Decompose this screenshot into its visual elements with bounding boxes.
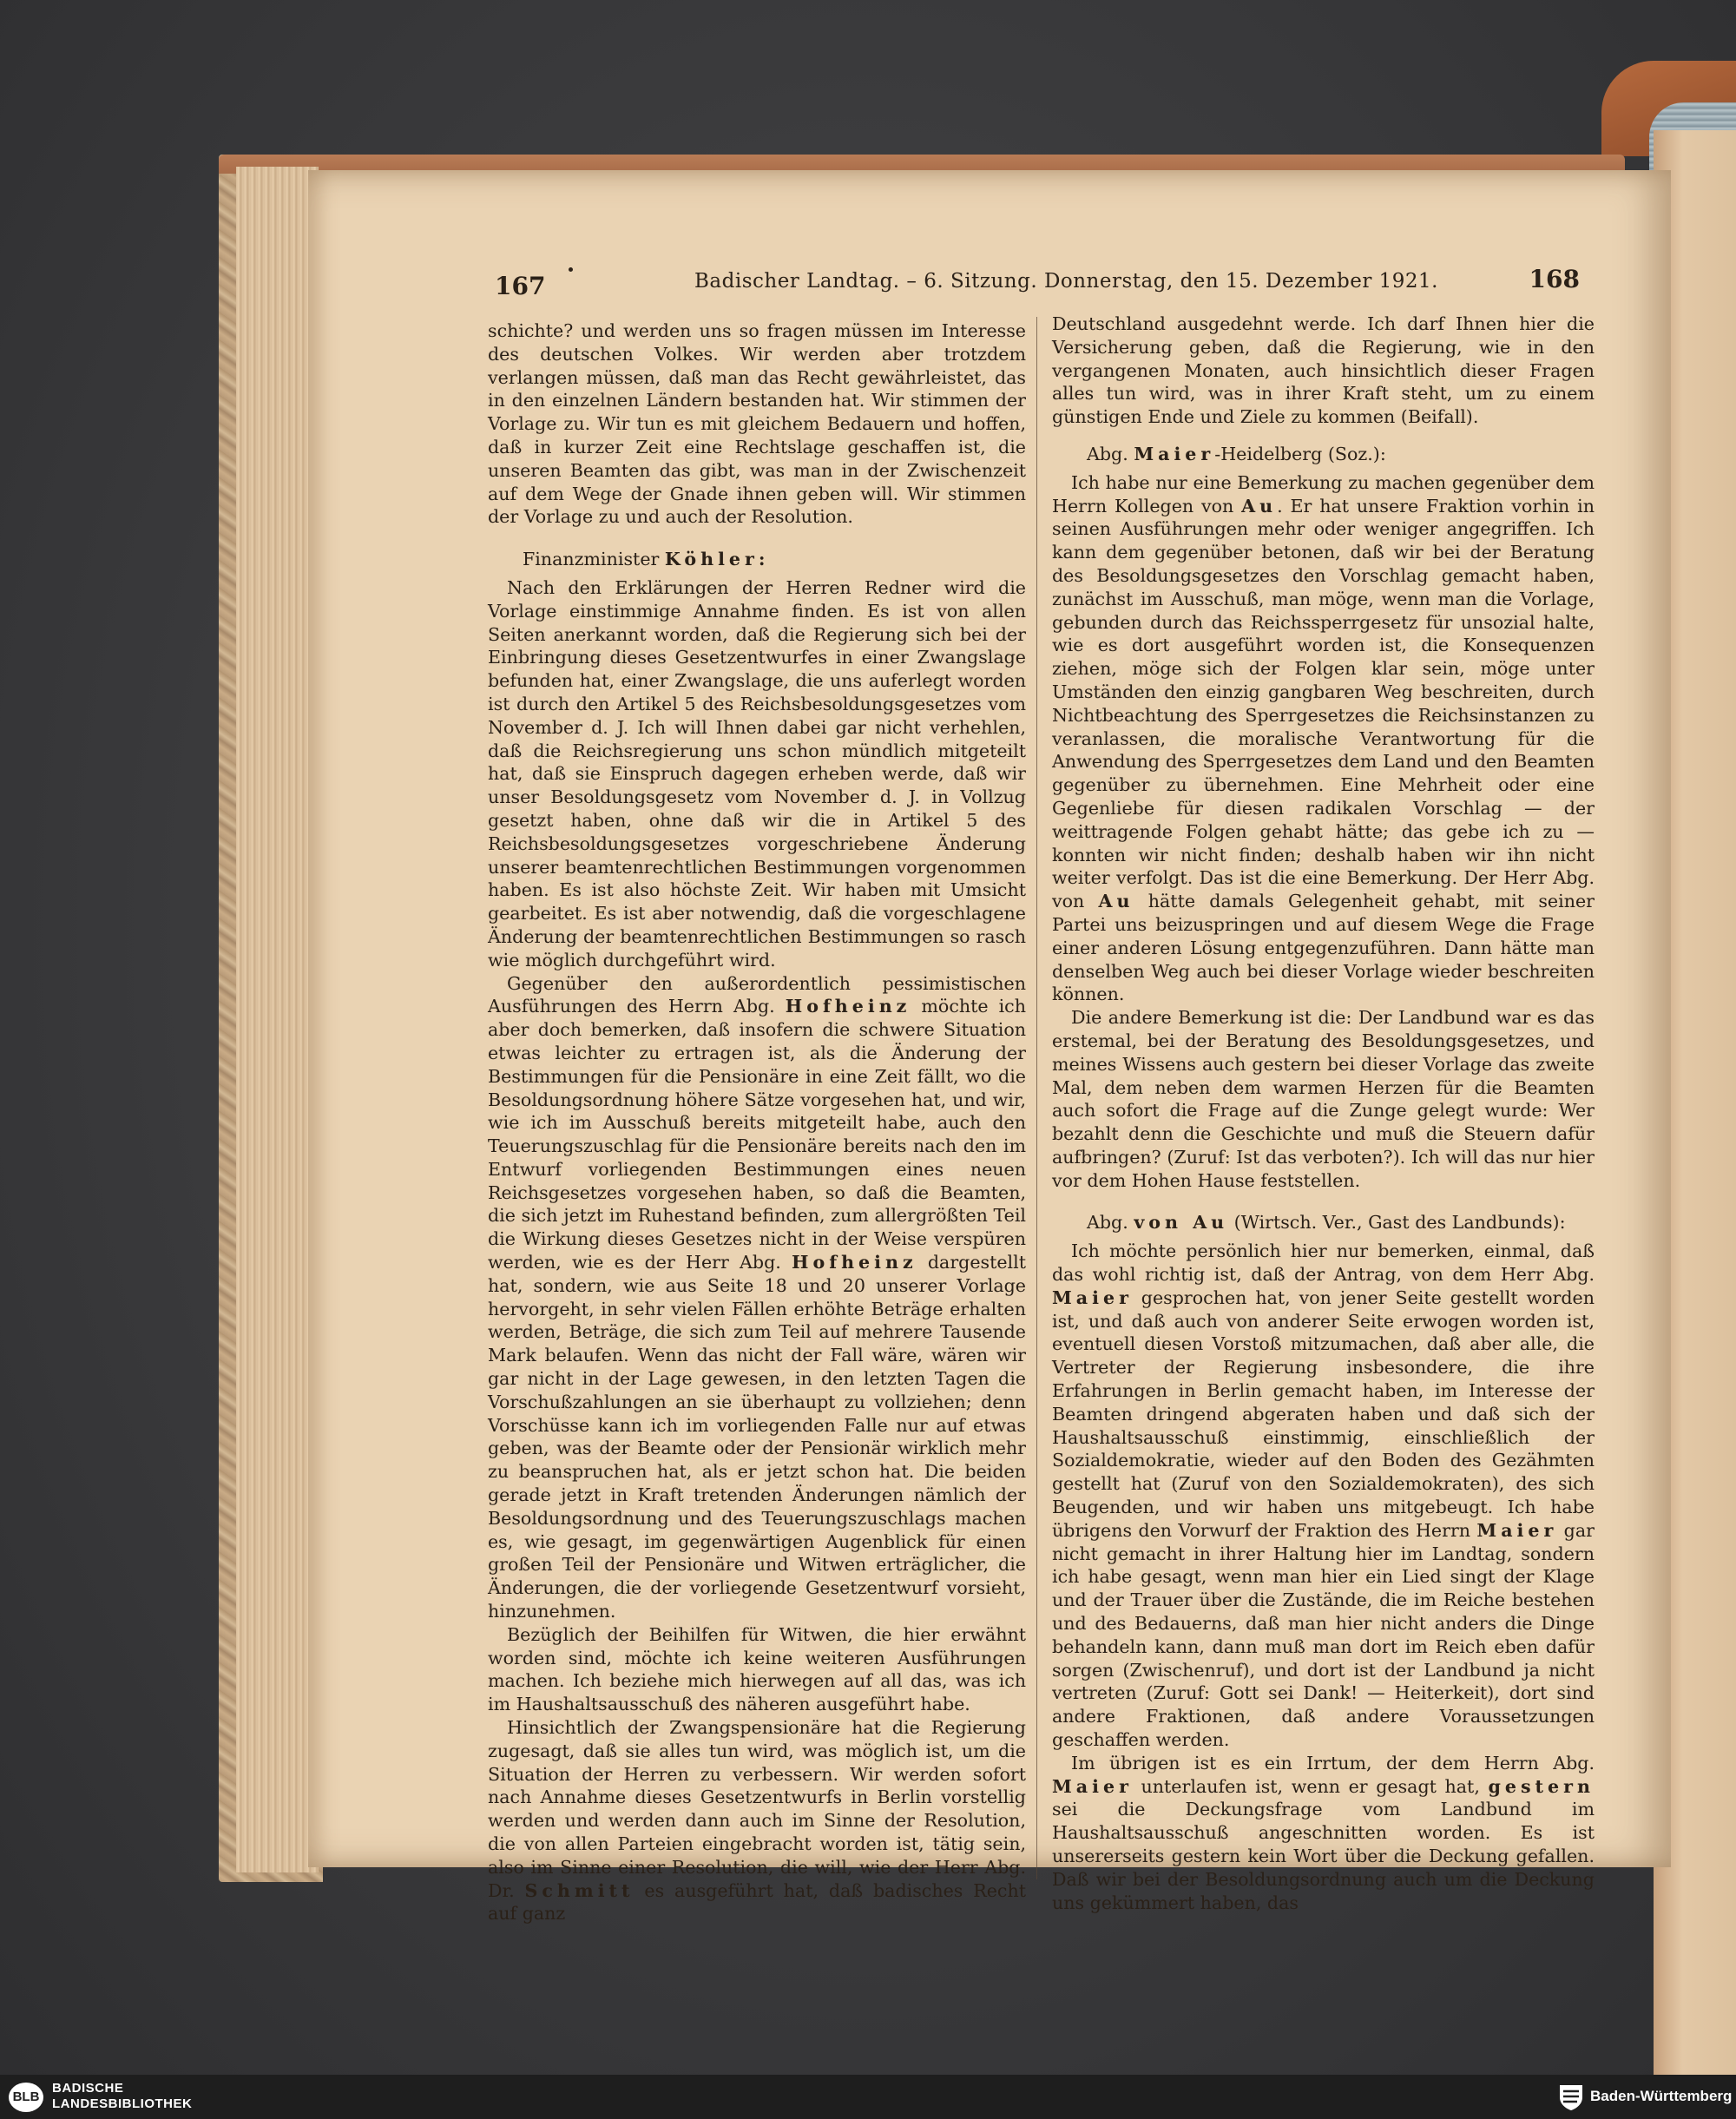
- text-run: unterlaufen ist, wenn er gesagt hat,: [1132, 1775, 1489, 1797]
- text-run: gesprochen hat, von jener Seite gestellt worden ist, und daß auch von anderer Seite erwogen worden ist, eventuell diesen Vorstoß mitzumachen, daß aber alle, die Vertreter der Regierung insbesondere, die ihre Erfahrungen in Berlin gemacht haben, im Interesse der Beamten dringend abgeraten haben und daß sich der Haushaltsausschuß einstimmig, einschließlich der Sozialdemokratie, wieder auf den Boden des Gezähmten gestellt hat (Zuruf von den Sozialdemokraten), des sich Beugenden, und wir haben uns mitgebeugt. Ich habe übrigens den Vorwurf der Fraktion des Herrn: [1052, 1287, 1595, 1541]
- speaker-name: Maier: [1134, 443, 1215, 464]
- person-name: Au: [1098, 891, 1134, 912]
- text-run: Im übrigen ist es ein Irrtum, der dem Herrn Abg.: [1071, 1752, 1595, 1774]
- footer-bar: [0, 2075, 1736, 2119]
- page-number-left: 167: [495, 272, 546, 300]
- paragraph: [1052, 471, 1595, 1006]
- page-edges: [236, 167, 319, 1872]
- person-name: Schmitt: [524, 1879, 635, 1901]
- person-name: Maier: [1476, 1519, 1558, 1541]
- running-header: [486, 265, 1580, 303]
- library-name-line1: BADISCHE: [52, 2081, 124, 2096]
- speaker-title: Abg.: [1087, 1212, 1134, 1234]
- text-run: gar nicht gemacht in ihrer Haltung hier im Landtag, sondern ich habe gesagt, wenn man hier ein Lied singt der Klage und der Trauer über die Zustände, die im Reiche bestehen und des Bedauerns, daß man hier nicht anders die Dinge behandeln kann, dann muß man dort im Reich eben dafür sorgen (Zwischenruf), und dort ist der Landbund ja nicht vertreten (Zuruf: Gott sei Dank! — Heiterkeit), dort sind andere Fraktionen, daß andere Voraussetzungen geschaffen werden.: [1052, 1519, 1595, 1751]
- right-column: [1052, 313, 1595, 1914]
- paragraph: [1052, 1752, 1595, 1915]
- page-number-right: 168: [1529, 265, 1580, 293]
- speaker-name: Köhler:: [664, 549, 770, 570]
- speaker-heading: [1052, 1211, 1595, 1234]
- blb-logo[interactable]: BLB: [9, 2083, 43, 2112]
- paragraph: Die andere Bemerkung ist die: Der Landbund war es das erstemal, bei der Beratung des Besoldungsgesetzes, und meines Wissens auch gestern bei dieser Vorlage das zweite Mal, dem neben dem warmen Herzen für die Beamten auch sofort die Frage auf die Zunge gelegt wurde: Wer bezahlt denn die Geschichte und muß die Steuern dafür aufbringen? (Zuruf: Ist das verboten?). Ich will das nur hier vor dem Hohen Hause feststellen.: [1052, 1007, 1595, 1191]
- library-name-line2: LANDESBIBLIOTHEK: [52, 2096, 193, 2111]
- running-title: Badischer Landtag. – 6. Sitzung. Donnerstag, den 15. Dezember 1921.: [694, 270, 1438, 293]
- text-run: hätte damals Gelegenheit gehabt, mit seiner Partei uns beizuspringen und auf diesem Wege die Frage einer anderen Lösung entgegenzuführen. Dann hätte man denselben Weg auch bei dieser Vorlage wieder beschreiten können.: [1052, 891, 1595, 1005]
- text-run: Hinsichtlich der Zwangspensionäre hat die Regierung zugesagt, daß sie alles tun wird, was möglich ist, um die Situation der Herren zu verbessern. Wir werden sofort nach Annahme dieses Gesetzentwurfs in Berlin vorstellig werden und werden dann auch im Sinne der Resolution, die von allen Parteien eingebracht worden ist, tätig sein, also im Sinne einer Resolution, die will, wie der Herr Abg. Dr.: [488, 1717, 1026, 1901]
- paragraph: Nach den Erklärungen der Herren Redner wird die Vorlage einstimmige Annahme finden. Es ist von allen Seiten anerkannt worden, daß die Regierung sich bei der Einbringung dieses Gesetzentwurfes in einer Zwangslage befunden hat, einer Zwangslage, die uns auferlegt worden ist durch den Artikel 5 des Reichsbesoldungsgesetzes vom November d. J. Ich will Ihnen dabei gar nicht verhehlen, daß die Reichsregierung uns schon mündlich mitgeteilt hat, daß sie Einspruch dagegen erheben werde, daß wir unser Besoldungsgesetz vom November d. J. in Vollzug gesetzt haben, ohne daß wir die in Artikel 5 des Reichsbesoldungsgesetzes vorgeschriebene Änderung unserer beamtenrechtlichen Bestimmungen vorgenommen haben. Es ist also höchste Zeit. Wir haben mit Umsicht gearbeitet. Es ist aber notwendig, daß die vorgeschlagene Änderung der beamtenrechtlichen Bestimmungen so rasch wie möglich durchgeführt wird.: [488, 576, 1026, 971]
- person-name: Maier: [1052, 1287, 1133, 1308]
- text-run: es ausgeführt hat, daß badisches Recht auf ganz: [488, 1879, 1026, 1925]
- text-run: Gegenüber den außerordentlich pessimistischen Ausführungen des Herrn Abg.: [488, 972, 1026, 1017]
- emphasized-word: gestern: [1488, 1775, 1595, 1797]
- paragraph: Bezüglich der Beihilfen für Witwen, die hier erwähnt worden sind, möchte ich keine weiteren Ausführungen machen. Ich beziehe mich hierwegen auf all das, was ich im Haushaltsausschuß des näheren ausgeführt habe.: [488, 1623, 1026, 1715]
- person-name: Maier: [1052, 1775, 1133, 1797]
- speaker-heading: [488, 548, 1026, 571]
- text-run: dargestellt hat, sondern, wie aus Seite 18 und 20 unserer Vorlage hervorgeht, in sehr vielen Fällen erhöhte Beträge erhalten werden, Beträge, die sich zum Teil auf mehrere Tausende Mark belaufen. Wenn das nicht der Fall wäre, wären wir gar nicht in der Lage gewesen, in den letzten Tagen die Vorschußzahlungen an sie überhaupt zu vollziehen; denn Vorschüsse kann ich im vorliegenden Falle nur auf etwas geben, was der Beamte oder der Pensionär wirklich mehr zu beanspruchen hat, als er jetzt schon hat. Die beiden gerade jetzt in Kraft tretenden Änderungen nämlich der Besoldungsordnung und des Teuerungszuschlags machen es, wie gesagt, im gegenwärtigen Augenblick für einen großen Teil der Pensionäre und Witwen erträglicher, die Änderungen, die der vorliegende Gesetzentwurf vorsieht, hinzunehmen.: [488, 1252, 1027, 1622]
- speaker-affiliation: (Wirtsch. Ver., Gast des Landbunds):: [1228, 1212, 1566, 1234]
- speaker-title: Finanzminister: [523, 549, 665, 570]
- speaker-title: Abg.: [1087, 443, 1134, 464]
- speaker-name: von Au: [1134, 1212, 1229, 1234]
- state-label[interactable]: Baden-Württemberg: [1590, 2088, 1733, 2104]
- text-run: möchte ich aber doch bemerken, daß insofern die schwere Situation etwas leichter zu ertragen ist, als die Änderung der Bestimmungen für die Pensionäre in eine Zeit fällt, wo die Besoldungsordnung höhere Sätze vorgesehen hat, und wir, wie ich im Ausschuß bereits mitgeteilt habe, auch den Teuerungszuschlag für die Pensionäre bereits nach den im Entwurf vorliegenden Bestimmungen eines neuen Reichsgesetzes vorgesehen haben, so daß die Beamten, die sich jetzt im Ruhestand befinden, zum allergrößten Teil die Wirkung dieses Gesetzes nicht in der Weise verspüren werden, wie es der Herr Abg.: [488, 996, 1026, 1273]
- paragraph: [488, 1716, 1026, 1925]
- paragraph: [1052, 1240, 1595, 1752]
- person-name: Hofheinz: [792, 1252, 917, 1273]
- column-divider: [1036, 317, 1037, 1879]
- person-name: Au: [1241, 495, 1278, 517]
- person-name: Hofheinz: [785, 996, 911, 1017]
- text-run: Ich habe nur eine Bemerkung zu machen gegenüber dem Herrn Kollegen von: [1052, 471, 1595, 517]
- library-name[interactable]: [52, 2081, 192, 2112]
- paragraph: [488, 972, 1026, 1623]
- paragraph: Deutschland ausgedehnt werde. Ich darf Ihnen hier die Versicherung geben, daß die Regierung, wie in den vergangenen Monaten, auch hinsichtlich dieser Fragen alles tun wird, was in ihrer Kraft steht, um zu einem günstigen Ende und Ziele zu kommen (Beifall).: [1052, 313, 1595, 428]
- speaker-affiliation: -Heidelberg (Soz.):: [1214, 443, 1386, 464]
- speaker-heading: [1052, 443, 1595, 466]
- paragraph: schichte? und werden uns so fragen müssen im Interesse des deutschen Volkes. Wir werden aber trotzdem verlangen müssen, daß man das Recht gewährleistet, das in den einzelnen Ländern bestanden hat. Wir stimmen der Vorlage zu. Wir tun es mit gleichem Bedauern und hoffen, daß in kurzer Zeit eine Rechtslage geschaffen ist, die unseren Beamten das gibt, was man in der Zwischenzeit auf dem Wege der Gnade ihnen geben will. Wir stimmen der Vorlage zu und auch der Resolution.: [488, 320, 1026, 528]
- left-column: [488, 319, 1026, 1925]
- text-run: sei die Deckungsfrage vom Landbund im Haushaltsausschuß angeschnitten worden. Es ist unsererseits gestern kein Wort über die Deckung gefallen. Daß wir bei der Besoldungsordnung auch um die Deckung uns gekümmert haben, das: [1052, 1799, 1595, 1913]
- text-run: Ich möchte persönlich hier nur bemerken, einmal, daß das wohl richtig ist, daß der Antrag, von dem Herr Abg.: [1052, 1240, 1595, 1286]
- coat-of-arms-icon: [1558, 2083, 1584, 2111]
- text-run: . Er hat unsere Fraktion vorhin in seinen Ausführungen mehr oder weniger angegriffen. Ich kann dem gegenüber betonen, daß wir bei der Beratung des Besoldungsgesetzes den Vorschlag gemacht haben, zunächst im Ausschuß, man möge, wenn man die Vorlage, gebunden durch das Reichssperrgesetz für unsozial halte, wie es dort ausgeführt worden ist, die Konsequenzen ziehen, möge sich der Folgen klar sein, möge unter Umständen den einzig gangbaren Weg beschreiten, durch Nichtbeachtung des Sperrgesetzes die Reichsinstanzen zu veranlassen, die moralische Verantwortung für die Anwendung des Sperrgesetzes dem Land und den Beamten gegenüber zu übernehmen. Eine Mehrheit oder eine Gegenliebe für diesen radikalen Vorschlag — der weittragende Folgen gehabt hätte; das gebe ich zu — konnten wir nicht finden; deshalb haben wir ihn nicht weiter verfolgt. Das ist die eine Bemerkung. Der Herr Abg. von: [1052, 495, 1595, 912]
